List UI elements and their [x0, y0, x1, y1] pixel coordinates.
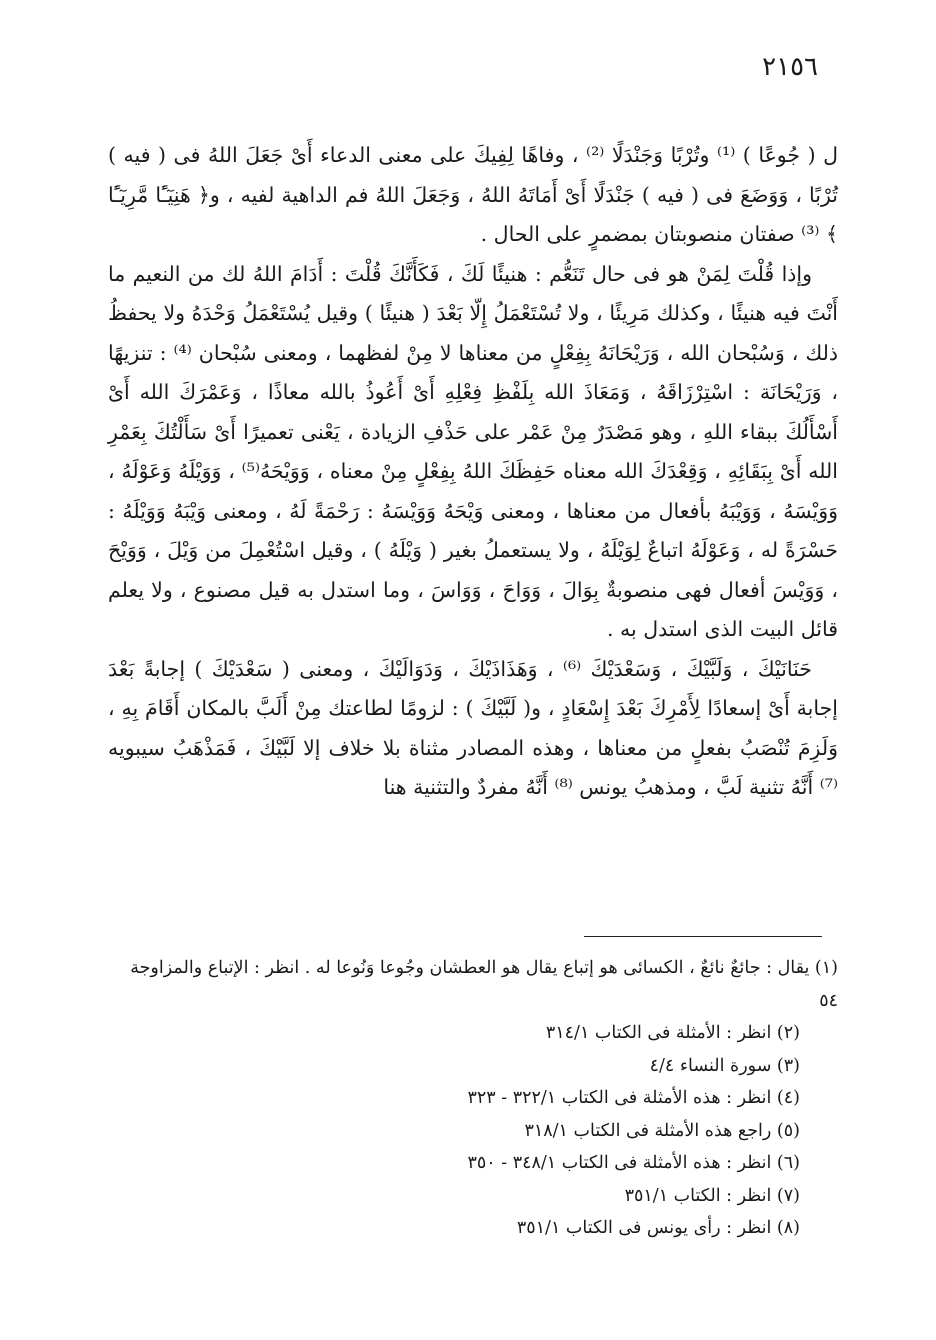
paragraph-1: ل ( جُوعًا ) ⁽¹⁾ وتُرْبًا وَجَنْدَلًا ⁽²⁾ ، وفاهًا لِفِيكَ على معنى الدعاء أَىْ جَعَلَ اللهُ فى ( فيه ) تُرْبًا ، وَوَضَعَ فى ( فيه ) جَنْدَلًا أَىْ أَمَاتَهُ اللهُ ، وَجَعَلَ اللهُ فم الداهية لفيه ، و﴿ هَنِيٓـًٔا مَّرِيٓـًٔا ﴾ ⁽³⁾ صفتان منصوبتان بمضمرٍ على الحال .: [108, 143, 839, 246]
page-number: ٢١٥٦: [762, 52, 818, 82]
paragraph-3: حَنَانَيْكَ ، وَلَبَّيْكَ ، وَسَعْدَيْكَ ⁽⁶⁾ ، وَهَذَاذَيْكَ ، وَدَوَالَيْكَ ، ومعنى ( سَعْدَيْكَ ) إجابةً بَعْدَ إجابة أَىْ إسعادًا لِأَمْرِكَ بَعْدَ إِسْعَادٍ ، و( لَبَّيْكَ ) : لزومًا لطاعتك مِنْ أَلَبَّ بالمكان أَقَامَ بِهِ ، وَلَزِمَ تُنْصَبُ بفعلٍ من معناها ، وهذه المصادر مثناة بلا خلاف إلا لَبَّيْكَ ، فَمَذْهَبُ سيبويه ⁽⁷⁾ أَنَّهُ تثنية لَبَّ ، ومذهبُ يونس ⁽⁸⁾ أَنَّهُ مفردٌ والتثنية هنا: [108, 656, 838, 799]
body-text: [108, 136, 838, 808]
footnote-2: (٢) انظر : الأمثلة فى الكتاب ٣١٤/١: [545, 1023, 800, 1043]
footnote-5: (٥) راجع هذه الأمثلة فى الكتاب ٣١٨/١: [524, 1120, 800, 1141]
footnote-3: (٣) سورة النساء ٤/٤: [649, 1055, 800, 1076]
footnote-8: (٨) انظر : رأى يونس فى الكتاب ٣٥١/١: [516, 1218, 800, 1238]
footnotes: [108, 952, 838, 1245]
paragraph-2: وإذا قُلْتَ لِمَنْ هو فى حال تَنَعُّم : هنيئًا لَكَ ، فَكَأَنَّكَ قُلْتَ : أَدَامَ اللهُ لك من النعيم ما أَنْتَ فيه هنيئًا ، وكذلك مَرِيئًا ، ولا تُسْتَعْمَلُ إِلّا بَعْدَ ( هنيئًا ) وقيل يُسْتَعْمَلُ وَحْدَهُ ولا يحفظُ ذلك ، وَسُبْحان الله ، وَرَيْحَانَهُ بِفِعْلٍ من معناها لا مِنْ لفظهما ، ومعنى سُبْحان ⁽⁴⁾ : تنزيهًا ، وَرَيْحَانَة : اسْتِرْزَاقَهُ ، وَمَعَاذَ الله بِلَفْظِ فِعْلِهِ أَىْ أَعُوذُ بالله معاذًا ، وَعَمْرَكَ الله أَىْ أَسْأَلُكَ ببقاء اللهِ ، وهو مَصْدَرٌ مِنْ عَمْر على حَذْفِ الزيادة ، يَعْنى تعميرًا أَىْ سَأَلْتُكَ بِعَمْرِ الله أَىْ بِبَقَائِهِ ، وَقِعْدَكَ الله معناه حَفِظَكَ اللهُ بِفِعْلٍ مِنْ معناه ، وَوَيْحَهُ⁽⁵⁾ ، وَوَيْلَهُ وَعَوْلَهُ ، وَوَيْسَهُ ، وَوَيْبَهُ بأفعال من معناها ، ومعنى وَيْحَهُ وَوَيْسَهُ : رَحْمَةً لَهُ ، ومعنى وَيْبَهُ وَوَيْلَهُ : حَسْرَةً له ، وَعَوْلَهُ اتباعٌ لِوَيْلَهُ ، ولا يستعملُ بغير ( وَيْلَهُ ) ، وقيل اسْتُعْمِلَ من وَيْلَ ، وَوَيْحَ ، وَوَيْسَ أفعال فهى منصوبةٌ بِوَالَ ، وَوَاحَ ، وَوَاسَ ، وما استدل به قيل مصنوع ، ولا يعلم قائل البيت الذى استدل به .: [108, 261, 838, 641]
footnote-1: (١) يقال : جائعٌ نائعٌ ، الكسائى هو إتباع يقال هو العطشان وجُوعا وَنُوعا له . انظر : الإتباع والمزاوجة ٥٤: [130, 958, 838, 1011]
footnote-7: (٧) انظر : الكتاب ٣٥١/١: [624, 1185, 800, 1206]
footnote-divider: [584, 936, 822, 937]
footnote-6: (٦) انظر : هذه الأمثلة فى الكتاب ٣٤٨/١ - ٣٥٠: [467, 1153, 800, 1173]
footnote-4: (٤) انظر : هذه الأمثلة فى الكتاب ٣٢٢/١ - ٣٢٣: [467, 1088, 800, 1108]
